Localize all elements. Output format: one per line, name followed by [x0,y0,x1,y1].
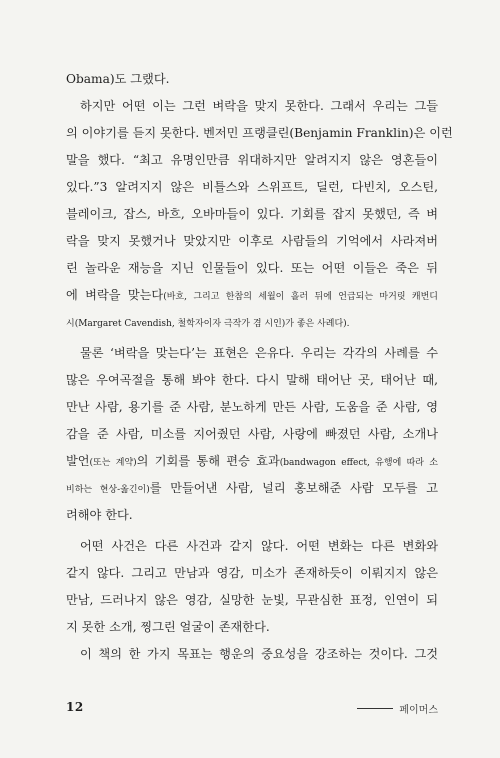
text-line [66,448,438,475]
text-line: 물론 ‘벼락을 맞는다’는 표현은 은유다. 우리는 각각의 사례를 수 [80,346,438,360]
text-line: 많은 우여곡절을 통해 봐야 한다. 다시 말해 태어난 곳, 태어난 때, [66,373,438,387]
text-line: Obama)도 그랬다. [66,72,170,86]
body-text [66,66,453,668]
text-line: 같지 않다. 그리고 만남과 영감, 미소가 존재하듯이 이뤄지지 않은 [66,566,438,580]
page-number: 12 [66,700,84,714]
parenthetical-note: 비하는 현상-옮긴이) [66,485,150,495]
parenthetical-note: (또는 계약) [89,458,137,468]
text-line [66,309,438,336]
parenthetical-note: (바흐, 그리고 한참의 세월이 흘러 뒤에 언급되는 마거릿 캐번디 [163,292,438,302]
text-line [66,475,438,502]
text-line: 락을 맞지 못했거나 맞았지만 이후로 사람들의 기억에서 사라져버 [66,234,438,248]
book-title: 페이머스 [399,705,438,716]
parenthetical-note: (bandwagon effect, 유행에 따라 소 [279,458,438,468]
text-line: 만난 사람, 용기를 준 사람, 분노하게 만든 사람, 도움을 준 사람, 영 [66,400,438,414]
text-line: 감을 준 사람, 미소를 지어줬던 사람, 사랑에 빠졌던 사람, 소개나 [66,427,438,441]
running-header [357,701,438,716]
text-line: 말을 했다. “최고 유명인만큼 위대하지만 알려지지 않은 영혼들이 [66,153,438,167]
text-run: 를 만들어낸 사람, 널리 홍보해준 사람 모두를 고 [149,481,438,495]
text-run: 발언 [66,454,90,468]
text-line: 의 이야기를 듣지 못한다. 벤저민 프랭클린(Benjamin Franklin)은 이런 [66,126,453,140]
parenthetical-note: 시(Margaret Cavendish, 철학자이자 극작가 겸 시인)가 좋은 사례다). [66,319,350,329]
text-line: 지 못한 소개, 찡그린 얼굴이 존재한다. [66,620,270,634]
text-line: 어떤 사건은 다른 사건과 같지 않다. 어떤 변화는 다른 변화와 [80,539,438,553]
text-line [66,282,438,309]
text-line: 이 책의 한 가지 목표는 행운의 중요성을 강조하는 것이다. 그것 [80,647,438,661]
text-run: 의 기회를 통해 편승 효과 [136,454,280,468]
text-line: 만남, 드러나지 않은 영감, 실망한 눈빛, 무관심한 표정, 인연이 되 [66,593,438,607]
header-rule [357,708,393,709]
text-run: 에 벼락을 맞는다 [66,288,164,302]
text-line: 블레이크, 잡스, 바흐, 오바마들이 있다. 기회를 잡지 못했던, 즉 벼 [66,207,438,221]
text-line: 하지만 어떤 이는 그런 벼락을 맞지 못한다. 그래서 우리는 그들 [80,99,438,113]
text-line: 있다.”3 알려지지 않은 비틀스와 스위프트, 딜런, 다빈치, 오스틴, [66,180,438,194]
text-line: 려해야 한다. [66,508,133,522]
text-line: 린 놀라운 재능을 지닌 인물들이 있다. 또는 어떤 이들은 죽은 뒤 [66,261,438,275]
